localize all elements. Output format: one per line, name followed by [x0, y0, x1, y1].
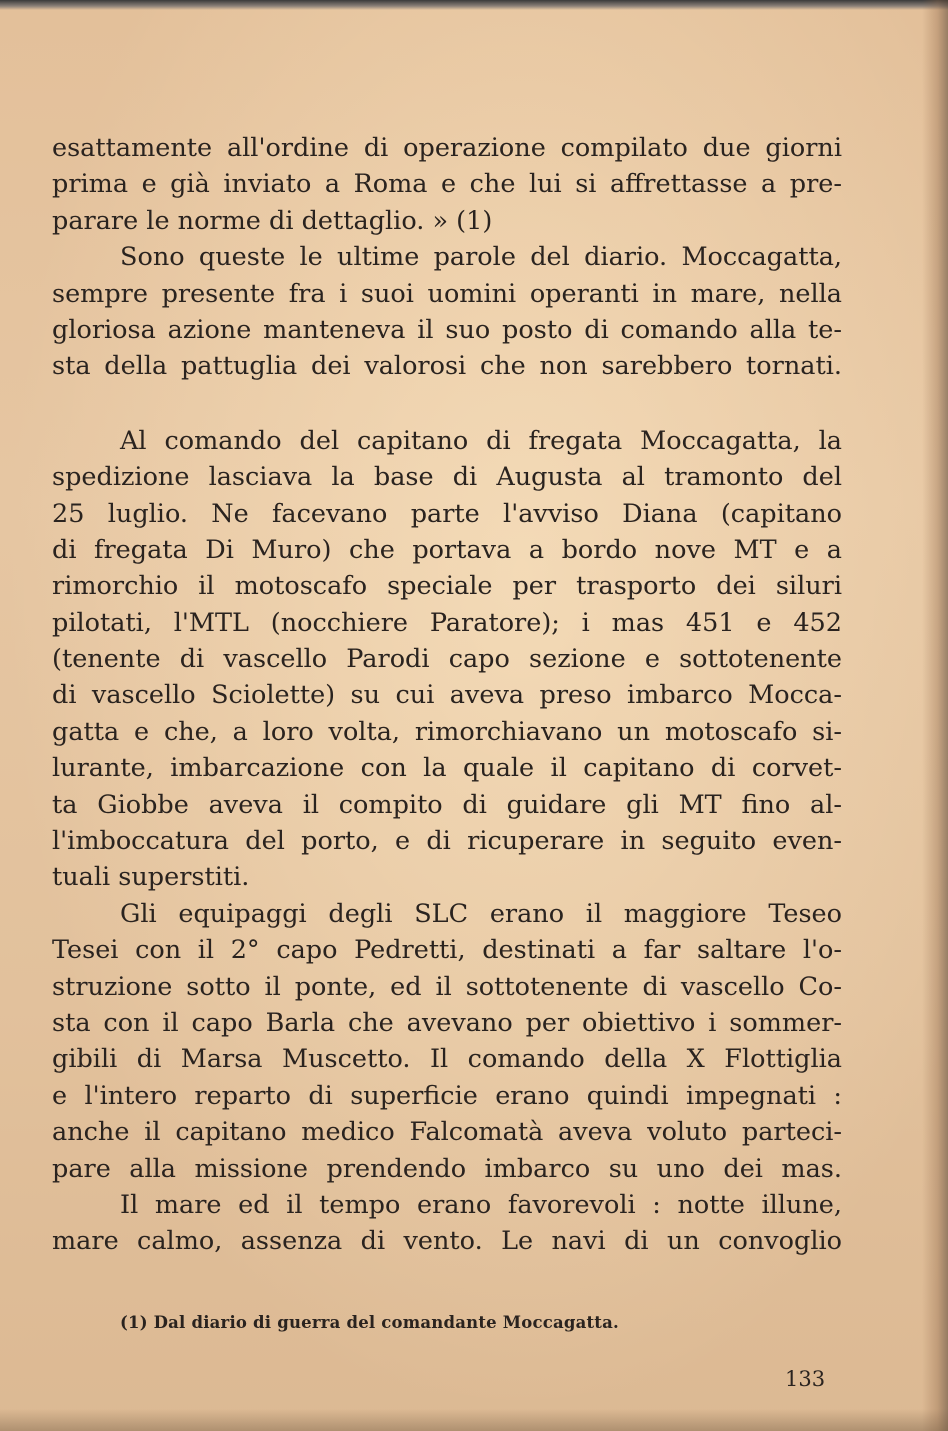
text-line: pare alla missione prendendo imbarco su uno dei mas. — [52, 1153, 842, 1184]
text-line: di fregata Di Muro) che portava a bordo nove MT e a — [52, 534, 842, 565]
text-line: anche il capitano medico Falcomatà aveva voluto parteci- — [52, 1117, 842, 1148]
text-line: prima e già inviato a Roma e che lui si affrettasse a pre- — [52, 169, 842, 200]
text-line: Sono queste le ultime parole del diario. Moccagatta, — [120, 242, 842, 273]
page-number: 133 — [785, 1367, 826, 1391]
text-line: sta con il capo Barla che avevano per obiettivo i sommer- — [52, 1007, 842, 1038]
text-line: (tenente di vascello Parodi capo sezione e sottotenente — [52, 644, 842, 675]
text-line: pilotati, l'MTL (nocchiere Paratore); i mas 451 e 452 — [52, 607, 842, 638]
text-line: Gli equipaggi degli SLC erano il maggiore Teseo — [120, 898, 842, 929]
text-line: gloriosa azione manteneva il suo posto di comando alla te- — [52, 314, 842, 345]
text-line: Al comando del capitano di fregata Moccagatta, la — [120, 425, 842, 456]
text-line: sta della pattuglia dei valorosi che non sarebbero tornati. — [52, 351, 842, 382]
page-top-edge — [0, 0, 948, 10]
text-line: gibili di Marsa Muscetto. Il comando della X Flottiglia — [52, 1044, 842, 1075]
text-line: sempre presente fra i suoi uomini operanti in mare, nella — [52, 278, 842, 309]
text-line: tuali superstiti. — [52, 862, 250, 893]
text-line: e l'intero reparto di superficie erano quindi impegnati : — [52, 1080, 842, 1111]
text-line: ta Giobbe aveva il compito di guidare gli MT fino al- — [52, 789, 842, 820]
section-break — [52, 385, 842, 423]
text-line: Il mare ed il tempo erano favorevoli : notte illune, — [120, 1189, 842, 1220]
footnote: (1) Dal diario di guerra del comandante Moccagatta. — [120, 1313, 619, 1332]
page-bottom-edge-shadow — [0, 1409, 948, 1431]
text-line: spedizione lasciava la base di Augusta al tramonto del — [52, 462, 842, 493]
text-line: mare calmo, assenza di vento. Le navi di un convoglio — [52, 1226, 842, 1257]
body-text — [52, 130, 842, 1260]
page-right-edge-shadow — [922, 0, 948, 1431]
text-line: l'imboccatura del porto, e di ricuperare in seguito even- — [52, 826, 842, 857]
text-line: 25 luglio. Ne facevano parte l'avviso Diana (capitano — [52, 498, 842, 529]
text-line: gatta e che, a loro volta, rimorchiavano un motoscafo si- — [52, 716, 842, 747]
text-line: struzione sotto il ponte, ed il sottotenente di vascello Co- — [52, 971, 842, 1002]
text-line: rimorchio il motoscafo speciale per trasporto dei siluri — [52, 571, 842, 602]
text-line: Tesei con il 2° capo Pedretti, destinati a far saltare l'o- — [52, 935, 842, 966]
text-line: lurante, imbarcazione con la quale il capitano di corvet- — [52, 753, 842, 784]
text-line: parare le norme di dettaglio. » (1) — [52, 205, 493, 236]
text-line: di vascello Sciolette) su cui aveva preso imbarco Mocca- — [52, 680, 842, 711]
text-line: esattamente all'ordine di operazione compilato due giorni — [52, 133, 842, 163]
